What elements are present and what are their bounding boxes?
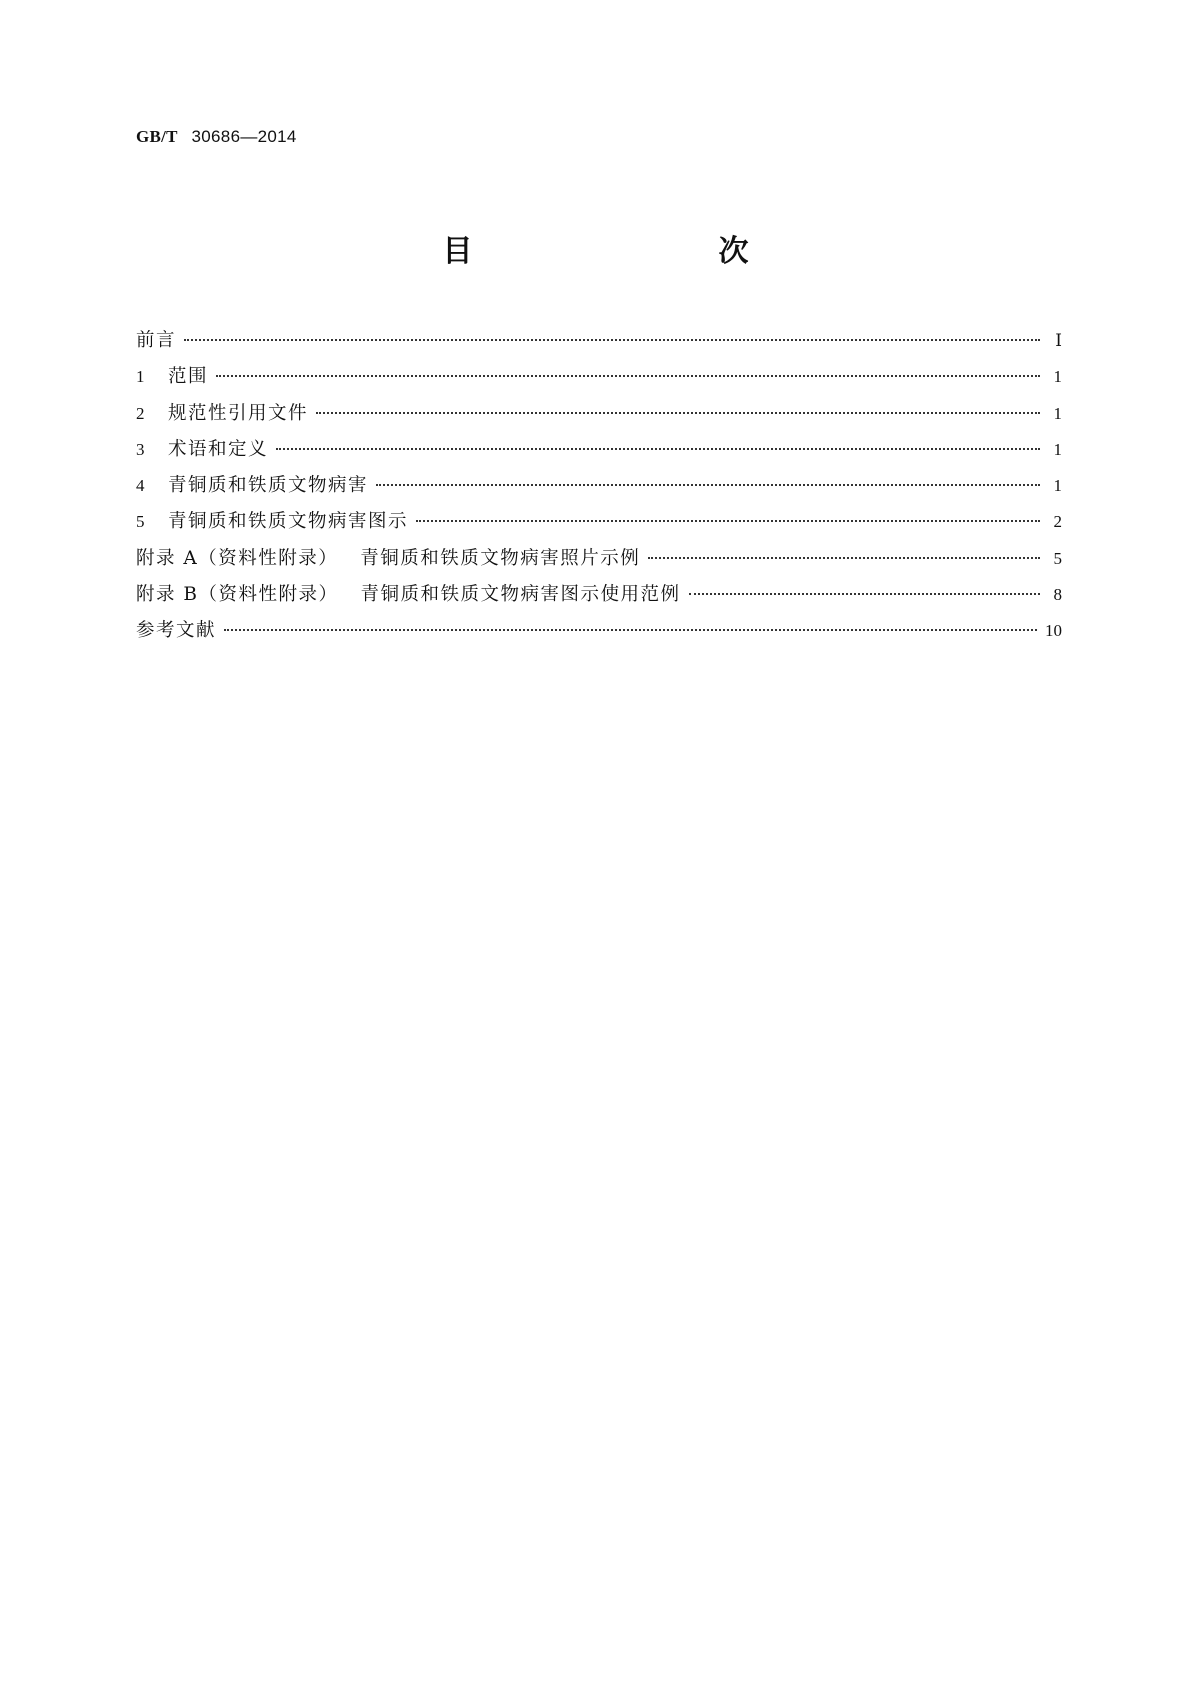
- toc-entry-disease-diagrams[interactable]: [136, 507, 1062, 543]
- appendix-designation: 附录 B（资料性附录）: [136, 584, 339, 606]
- toc-entry-appendix-a[interactable]: [136, 544, 1062, 580]
- toc-entry-preface[interactable]: [136, 326, 1062, 362]
- toc-entry-label: 青铜质和铁质文物病害图示: [168, 511, 409, 533]
- toc-leader-dots: [184, 339, 1040, 341]
- toc-leader-dots: [648, 557, 1040, 559]
- toc-leader-dots: [224, 629, 1037, 631]
- toc-entry-number: 4: [136, 476, 145, 496]
- toc-leader-dots: [376, 484, 1040, 486]
- toc-entry-label: [136, 544, 640, 570]
- toc-entry-number: 1: [136, 367, 145, 387]
- toc-entry-appendix-b[interactable]: [136, 580, 1062, 616]
- appendix-title: 青铜质和铁质文物病害照片示例: [360, 547, 641, 569]
- toc-entry-label: 范围: [168, 366, 209, 388]
- toc-entry-label: 青铜质和铁质文物病害: [168, 475, 369, 497]
- standard-code: [136, 127, 297, 147]
- toc-entry-normative-references[interactable]: [136, 399, 1062, 435]
- toc-entry-page: 1: [1053, 439, 1062, 459]
- toc-entry-page: 1: [1053, 403, 1062, 423]
- appendix-title: 青铜质和铁质文物病害图示使用范例: [360, 584, 681, 606]
- toc-entry-page: 8: [1053, 585, 1062, 605]
- toc-leader-dots: [216, 375, 1040, 377]
- appendix-designation: 附录 A（资料性附录）: [136, 547, 339, 569]
- toc-leader-dots: [276, 448, 1040, 450]
- toc-entry-number: 3: [136, 439, 145, 459]
- toc-entry-number: 2: [136, 403, 145, 423]
- toc-entry-label: 前言: [136, 330, 177, 351]
- toc-entry-page: 2: [1053, 512, 1062, 532]
- standard-number: 30686—2014: [191, 127, 297, 146]
- toc-entry-page: 1: [1053, 476, 1062, 496]
- toc-leader-dots: [316, 412, 1040, 414]
- toc-entry-number: 5: [136, 512, 145, 532]
- toc-entry-scope[interactable]: [136, 362, 1062, 398]
- toc-entry-label: 规范性引用文件: [168, 402, 309, 424]
- toc-entry-page: 10: [1045, 621, 1062, 641]
- toc-entry-label: [136, 580, 681, 606]
- toc-entry-page: Ⅰ: [1055, 331, 1062, 350]
- toc-title: 目 次: [442, 234, 811, 269]
- toc-entry-label: 参考文献: [136, 620, 217, 642]
- toc-leader-dots: [416, 520, 1040, 522]
- toc-entry-diseases[interactable]: [136, 471, 1062, 507]
- toc-entry-page: 1: [1053, 367, 1062, 387]
- table-of-contents: [136, 326, 1062, 653]
- standard-prefix: GB/T: [136, 127, 178, 146]
- toc-leader-dots: [689, 593, 1041, 595]
- toc-entry-page: 5: [1053, 548, 1062, 568]
- toc-entry-terms-definitions[interactable]: [136, 435, 1062, 471]
- toc-entry-bibliography[interactable]: [136, 616, 1062, 652]
- toc-entry-label: 术语和定义: [168, 438, 269, 460]
